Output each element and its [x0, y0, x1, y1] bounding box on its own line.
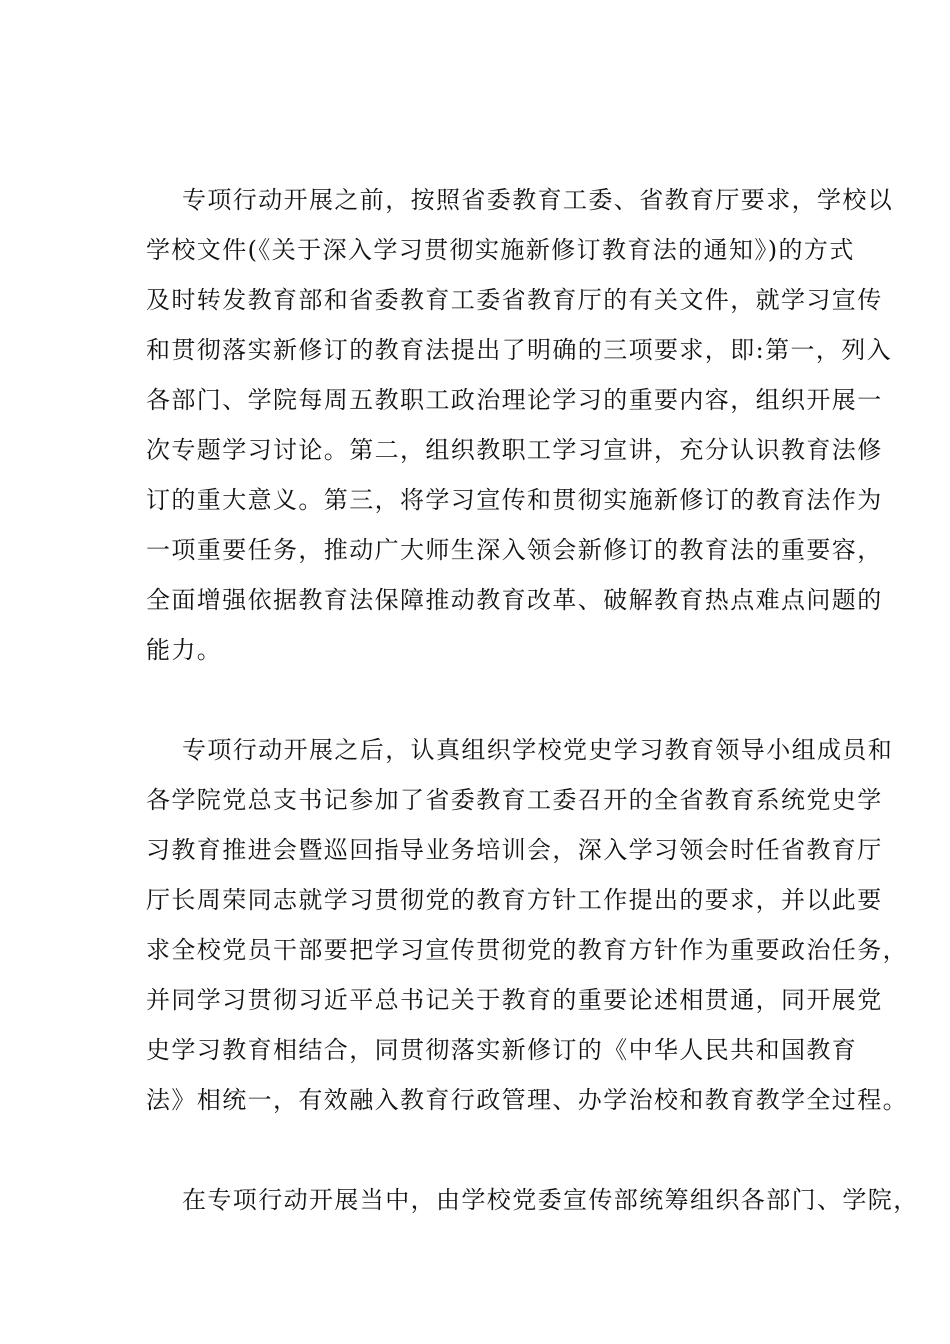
paragraph-line: 一项重要任务，推动广大师生深入领会新修订的教育法的重要容， — [146, 536, 883, 564]
paragraph-line: 次专题学习讨论。第二，组织教职工学习宣讲，充分认识教育法修 — [146, 436, 883, 464]
paragraph-line: 在专项行动开展当中，由学校党委宣传部统筹组织各部门、学院， — [182, 1186, 919, 1214]
paragraph-line: 专项行动开展之前，按照省委教育工委、省教育厅要求，学校以 — [182, 186, 894, 214]
paragraph-line: 和贯彻落实新修订的教育法提出了明确的三项要求，即:第一，列入 — [146, 336, 893, 364]
paragraph-line: 并同学习贯彻习近平总书记关于教育的重要论述相贯通，同开展党 — [146, 986, 883, 1014]
paragraph-line: 及时转发教育部和省委教育工委省教育厅的有关文件，就学习宣传 — [146, 286, 883, 314]
paragraph-line: 习教育推进会暨巡回指导业务培训会，深入学习领会时任省教育厅 — [146, 836, 883, 864]
paragraph-line: 法》相统一，有效融入教育行政管理、办学治校和教育教学全过程。 — [146, 1086, 908, 1114]
paragraph-line: 订的重大意义。第三，将学习宣传和贯彻实施新修订的教育法作为 — [146, 486, 883, 514]
paragraph-line: 厅长周荣同志就学习贯彻党的教育方针工作提出的要求，并以此要 — [146, 886, 883, 914]
paragraph-line: 求全校党员干部要把学习宣传贯彻党的教育方针作为重要政治任务， — [146, 936, 908, 964]
paragraph-line: 各学院党总支书记参加了省委教育工委召开的全省教育系统党史学 — [146, 786, 883, 814]
paragraph-line: 全面增强依据教育法保障推动教育改革、破解教育热点难点问题的 — [146, 586, 883, 614]
paragraph-line: 各部门、学院每周五教职工政治理论学习的重要内容，组织开展一 — [146, 386, 883, 414]
paragraph-line: 能力。 — [146, 636, 223, 664]
paragraph-line: 专项行动开展之后，认真组织学校党史学习教育领导小组成员和 — [182, 736, 894, 764]
paragraph-line: 史学习教育相结合，同贯彻落实新修订的《中华人民共和国教育 — [146, 1036, 858, 1064]
paragraph-line: 学校文件(《关于深入学习贯彻实施新修订教育法的通知》)的方式 — [146, 236, 855, 264]
